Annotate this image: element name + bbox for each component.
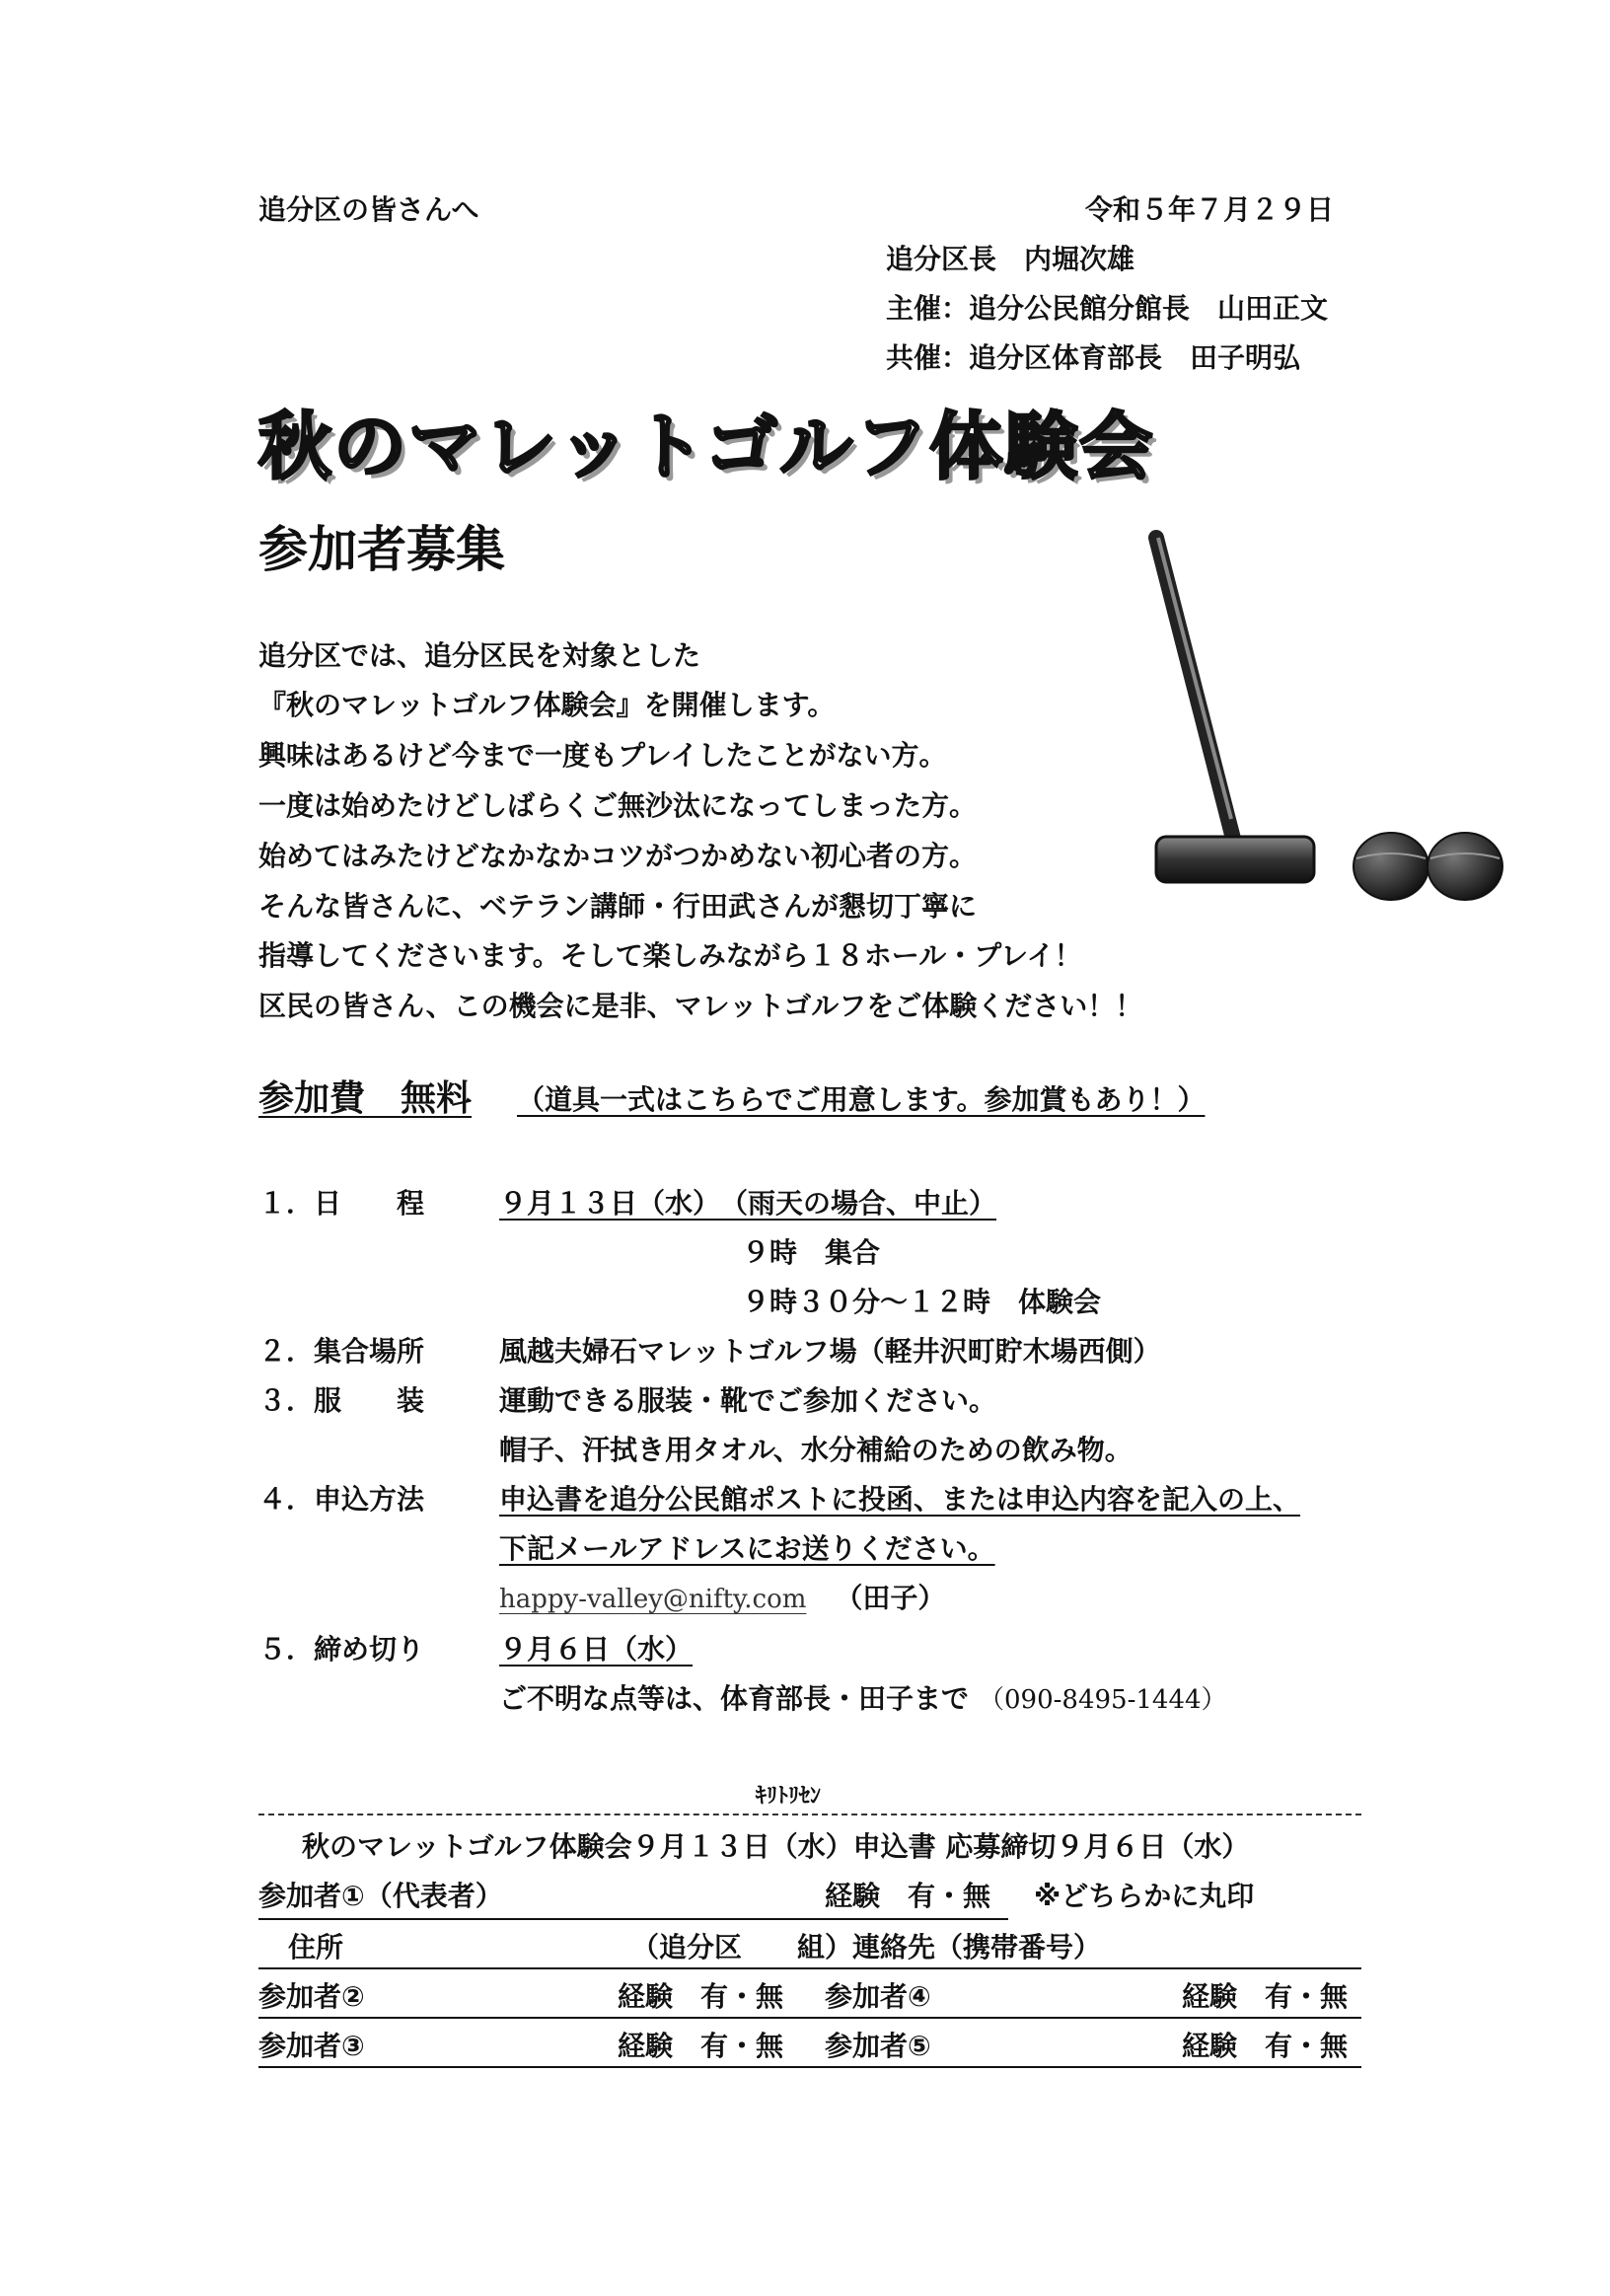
cut-line	[258, 1814, 1361, 1815]
participant-1-field-line[interactable]	[258, 1918, 1008, 1920]
fee-note: （道具一式はこちらでご用意します。参加賞もあり！）	[517, 1083, 1206, 1116]
inquiry-phone: （090-8495-1444）	[979, 1685, 1227, 1715]
participant-2-4-field-line[interactable]	[258, 2017, 1361, 2019]
inquiry-text: ご不明な点等は、体育部長・田子まで	[499, 1682, 970, 1715]
email-link[interactable]: happy-valley@nifty.com	[499, 1585, 807, 1614]
schedule-gather: ９時 集合	[742, 1236, 881, 1269]
form-heading: 秋のマレットゴルフ体験会９月１３日（水）申込書 応募締切９月６日（水）	[302, 1830, 1250, 1863]
mallet-balls-icon	[1354, 833, 1502, 900]
intro-line: 追分区では、追分区民を対象とした	[258, 639, 701, 672]
participant-2-experience[interactable]: 経験 有・無	[618, 1980, 784, 2013]
page-title: 秋のマレットゴルフ体験会	[258, 405, 1155, 489]
intro-line: そんな皆さんに、ベテラン講師・行田武さんが懇切丁寧に	[258, 890, 978, 923]
participant-3-5-field-line[interactable]	[258, 2066, 1361, 2068]
circle-note: ※どちらかに丸印	[1034, 1880, 1255, 1912]
place-note: （軽井沢町貯木場西側）	[856, 1335, 1161, 1368]
intro-line: 始めてはみたけどなかなかコツがつかめない初心者の方。	[258, 840, 978, 872]
intro-line: 『秋のマレットゴルフ体験会』を開催します。	[258, 689, 836, 721]
cut-line-label: ｷﾘﾄﾘｾﾝ	[756, 1784, 822, 1809]
issuer-co-organizer: 共催：追分区体育部長 田子明弘	[886, 341, 1301, 374]
apply-email-row	[499, 1582, 945, 1616]
address-field-line[interactable]	[258, 1967, 1361, 1969]
apply-line: 申込書を追分公民館ポストに投函、または申込内容を記入の上、	[499, 1483, 1301, 1516]
dress-label: ３．服 装	[258, 1384, 425, 1417]
participant-5-experience[interactable]: 経験 有・無	[1182, 2030, 1349, 2062]
deadline-label: ５．締め切り	[258, 1633, 425, 1666]
issue-date: 令和５年７月２９日	[1085, 193, 1335, 226]
participant-4-label: 参加者④	[825, 1980, 931, 2013]
intro-line: 指導してくださいます。そして楽しみながら１８ホール・プレイ！	[258, 939, 1082, 972]
intro-line: 区民の皆さん、この機会に是非、マレットゴルフをご体験ください！！	[258, 990, 1143, 1022]
apply-label: ４．申込方法	[258, 1483, 425, 1516]
apply-line: 下記メールアドレスにお送りください。	[499, 1532, 995, 1565]
participant-1-experience[interactable]: 経験 有・無	[825, 1880, 991, 1912]
intro-line: 興味はあるけど今まで一度もプレイしたことがない方。	[258, 739, 947, 772]
issuer-organizer: 主催：追分公民館分館長 山田正文	[886, 292, 1329, 325]
place-name	[499, 1335, 1161, 1369]
district-contact-label: （追分区 組）連絡先（携帯番号）	[631, 1931, 1102, 1963]
participant-3-label: 参加者③	[258, 2030, 365, 2062]
participant-3-experience[interactable]: 経験 有・無	[618, 2030, 784, 2062]
schedule-date: ９月１３日（水） （雨天の場合、中止）	[499, 1187, 997, 1220]
deadline-date: ９月６日（水）	[499, 1633, 694, 1666]
address-label: 住所	[288, 1931, 344, 1963]
dress-line: 帽子、汗拭き用タオル、水分補給のための飲み物。	[499, 1434, 1133, 1466]
participant-1-label: 参加者①（代表者）	[258, 1880, 503, 1912]
dress-line: 運動できる服装・靴でご参加ください。	[499, 1384, 997, 1417]
participant-2-label: 参加者②	[258, 1980, 365, 2013]
recipient: 追分区の皆さんへ	[258, 193, 479, 226]
inquiry-row	[499, 1682, 1227, 1717]
schedule-label: １．日 程	[258, 1187, 425, 1220]
intro-line: 一度は始めたけどしばらくご無沙汰になってしまった方。	[258, 789, 978, 822]
page-subtitle: 参加者募集	[258, 521, 505, 578]
apply-contact: （田子）	[835, 1582, 946, 1614]
schedule-time: ９時３０分～１２時 体験会	[742, 1286, 1102, 1318]
mallet-icon	[1144, 523, 1539, 908]
place-name-text: 風越夫婦石マレットゴルフ場	[499, 1335, 857, 1368]
participant-4-experience[interactable]: 経験 有・無	[1182, 1980, 1349, 2013]
issuer-district-head: 追分区長 内堀次雄	[886, 243, 1135, 275]
fee-label: 参加費 無料	[258, 1078, 473, 1119]
place-label: ２．集合場所	[258, 1335, 425, 1368]
participant-5-label: 参加者⑤	[825, 2030, 931, 2062]
